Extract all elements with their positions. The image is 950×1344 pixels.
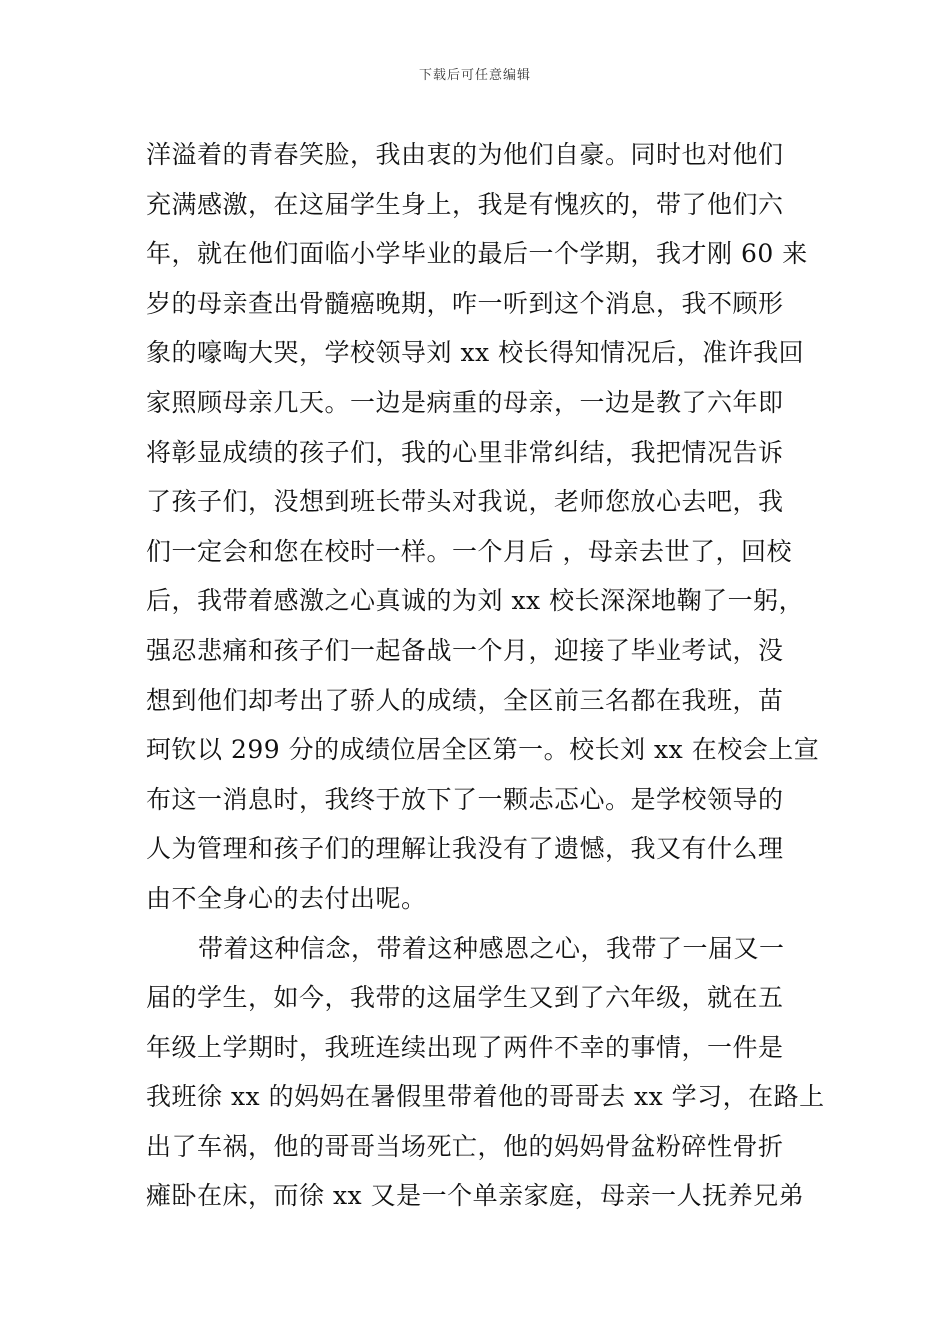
text-line: 珂钦以 299 分的成绩位居全区第一。校长刘 xx 在校会上宣: [146, 735, 820, 765]
text-line: 布这一消息时，我终于放下了一颗忐忑心。是学校领导的: [146, 784, 784, 814]
text-line: 强忍悲痛和孩子们一起备战一个月，迎接了毕业考试，没: [146, 635, 784, 665]
text-line: 由不全身心的去付出呢。: [146, 883, 427, 913]
text-line: 后，我带着感激之心真诚的为刘 xx 校长深深地鞠了一躬，: [146, 586, 805, 616]
text-line: 充满感激，在这届学生身上，我是有愧疚的，带了他们六: [146, 189, 784, 219]
text-line: 出了车祸，他的哥哥当场死亡，他的妈妈骨盆粉碎性骨折: [146, 1131, 784, 1161]
text-line: 们一定会和您在校时一样。一个月后 ，母亲去世了，回校: [146, 536, 792, 566]
text-line: 家照顾母亲几天。一边是病重的母亲，一边是教了六年即: [146, 387, 784, 417]
text-line: 将彰显成绩的孩子们，我的心里非常纠结，我把情况告诉: [146, 437, 784, 467]
text-line: 年，就在他们面临小学毕业的最后一个学期，我才刚 60 来: [146, 239, 808, 269]
text-line: 象的嚎啕大哭，学校领导刘 xx 校长得知情况后，准许我回: [146, 338, 805, 368]
paragraph-2: [146, 924, 825, 1222]
text-line: 想到他们却考出了骄人的成绩，全区前三名都在我班，苗: [146, 685, 784, 715]
document-body: [146, 130, 825, 1221]
paragraph-1: [146, 130, 820, 924]
page-header: 下载后可任意编辑: [418, 68, 531, 83]
text-line: 洋溢着的青春笑脸，我由衷的为他们自豪。同时也对他们: [146, 140, 784, 169]
text-line: 届的学生，如今，我带的这届学生又到了六年级，就在五: [146, 983, 784, 1013]
text-line: 带着这种信念，带着这种感恩之心，我带了一届又一: [198, 933, 785, 963]
text-line: 人为管理和孩子们的理解让我没有了遗憾，我又有什么理: [146, 834, 784, 864]
text-line: 岁的母亲查出骨髓癌晚期，咋一听到这个消息，我不顾形: [146, 288, 784, 318]
text-line: 了孩子们，没想到班长带头对我说，老师您放心去吧，我: [146, 487, 784, 517]
text-line: 年级上学期时，我班连续出现了两件不幸的事情，一件是: [146, 1032, 784, 1062]
text-line: 瘫卧在床，而徐 xx 又是一个单亲家庭，母亲一人抚养兄弟: [146, 1181, 805, 1211]
text-line: 我班徐 xx 的妈妈在暑假里带着他的哥哥去 xx 学习，在路上: [146, 1082, 825, 1112]
